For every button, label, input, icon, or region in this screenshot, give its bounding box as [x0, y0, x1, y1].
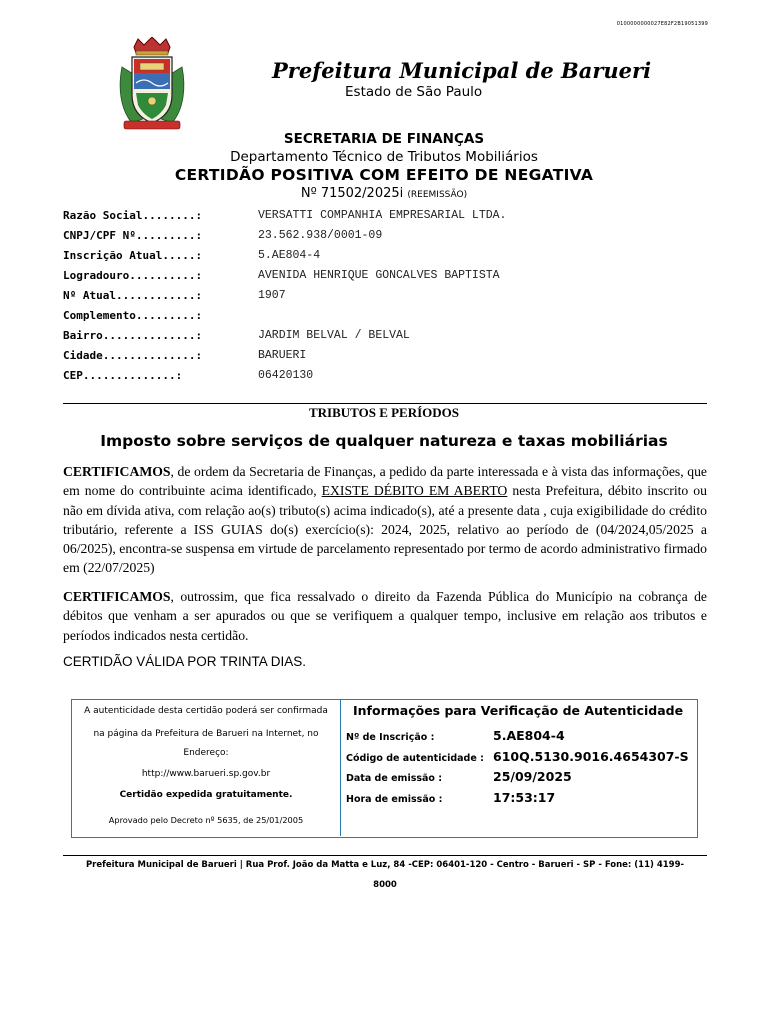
para2-text: , outrossim, que fica ressalvado o direito da Fazenda Pública do Município na cobrança de débitos que venham a ser apurados ou que se verifiquem a qualquer tempo, inclusive em relação aos tributos e períodos indicados nesta certidão.: [63, 589, 707, 643]
field-value-bairro: JARDIM BELVAL / BELVAL: [258, 329, 410, 342]
field-value-logradouro: AVENIDA HENRIQUE GONCALVES BAPTISTA: [258, 269, 500, 282]
authenticity-box-divider: [340, 699, 341, 836]
auth-value-codigo: 610Q.5130.9016.4654307-S: [493, 749, 689, 764]
field-label-inscricao: Inscrição Atual.....:: [63, 249, 203, 262]
field-value-cidade: BARUERI: [258, 349, 307, 362]
certification-paragraph-2: [63, 587, 707, 645]
para1-text-1: , de ordem da Secretaria de Finanças, a pedido da parte interessada e à vista das informações, que em nome do contribuinte acima identificado,: [63, 464, 707, 499]
document-code: 0100000000027E82F2B19051399: [616, 21, 708, 27]
auth-label-data: Data de emissão :: [346, 773, 443, 784]
auth-text-line-3: Endereço:: [183, 748, 229, 758]
para1-text-2: nesta Prefeitura, débito inscrito ou não em dívida ativa, com relação ao(s) tributo(s) acima indicado(s), até a presente data , cuja exigibilidade do crédito tributário, referente a ISS GUIAS do(s) exercício(s): 2024, 2025, relativo ao período de (04/2024,05/2025 a 06/2025), encontra-se suspensa em virtude de parcelamento representado por termo de acordo administrativo firmado em (22/07/2025): [63, 483, 707, 576]
footer-address: Prefeitura Municipal de Barueri | Rua Prof. João da Matta e Luz, 84 -CEP: 06401-120 - Centro - Barueri - SP - Fone: (11) 4199-: [85, 860, 685, 870]
validity-notice: CERTIDÃO VÁLIDA POR TRINTA DIAS.: [63, 654, 307, 669]
field-label-logradouro: Logradouro..........:: [63, 269, 203, 282]
field-label-cnpj: CNPJ/CPF Nº.........:: [63, 229, 203, 242]
footer-phone-continuation: 8000: [373, 880, 397, 890]
auth-label-inscricao: Nº de Inscrição :: [346, 732, 435, 743]
certification-paragraph-1: [63, 462, 707, 578]
field-value-numero: 1907: [258, 289, 286, 302]
auth-text-line-1: A autenticidade desta certidão poderá ser confirmada: [84, 706, 328, 716]
certificate-number-value: Nº 71502/2025i: [300, 186, 404, 201]
field-value-cnpj: 23.562.938/0001-09: [258, 229, 383, 242]
imposto-heading: Imposto sobre serviços de qualquer natureza e taxas mobiliárias: [100, 432, 668, 450]
field-label-cidade: Cidade..............:: [63, 349, 203, 362]
auth-info-title: Informações para Verificação de Autenticidade: [353, 703, 684, 718]
auth-value-hora: 17:53:17: [493, 790, 556, 805]
page-title: Prefeitura Municipal de Barueri: [272, 58, 652, 83]
departamento-heading: Departamento Técnico de Tributos Mobiliários: [230, 149, 538, 165]
reemissao-tag: (REEMISSÃO): [407, 190, 468, 200]
municipal-crest-icon: [118, 37, 186, 133]
auth-free-notice: Certidão expedida gratuitamente.: [119, 790, 293, 800]
field-value-inscricao: 5.AE804-4: [258, 249, 321, 262]
field-label-numero: Nº Atual............:: [63, 289, 203, 302]
certificamos-lead: CERTIFICAMOS: [63, 464, 171, 479]
auth-value-inscricao: 5.AE804-4: [493, 728, 565, 743]
auth-value-data: 25/09/2025: [493, 769, 572, 784]
auth-decree-notice: Aprovado pelo Decreto nº 5635, de 25/01/2005: [108, 815, 304, 825]
certificate-number: [0, 186, 768, 201]
auth-url-link[interactable]: http://www.barueri.sp.gov.br: [141, 769, 271, 779]
auth-label-hora: Hora de emissão :: [346, 794, 443, 805]
field-label-cep: CEP..............:: [63, 369, 183, 382]
page-subtitle: Estado de São Paulo: [345, 84, 483, 100]
footer-divider: [63, 855, 707, 856]
section-divider: [63, 403, 707, 404]
debito-aberto-text: EXISTE DÉBITO EM ABERTO: [321, 483, 508, 499]
auth-text-line-2: na página da Prefeitura de Barueri na Internet, no: [93, 729, 319, 739]
field-label-razao-social: Razão Social........:: [63, 209, 203, 222]
field-label-bairro: Bairro..............:: [63, 329, 203, 342]
certificate-title: CERTIDÃO POSITIVA COM EFEITO DE NEGATIVA: [174, 166, 594, 184]
certificamos-lead-2: CERTIFICAMOS: [63, 589, 171, 604]
field-label-complemento: Complemento.........:: [63, 309, 203, 322]
tributos-heading: TRIBUTOS E PERÍODOS: [308, 405, 460, 420]
field-value-cep: 06420130: [258, 369, 314, 382]
field-value-razao-social: VERSATTI COMPANHIA EMPRESARIAL LTDA.: [258, 209, 507, 222]
auth-label-codigo: Código de autenticidade :: [346, 753, 484, 764]
secretaria-heading: SECRETARIA DE FINANÇAS: [283, 131, 485, 147]
